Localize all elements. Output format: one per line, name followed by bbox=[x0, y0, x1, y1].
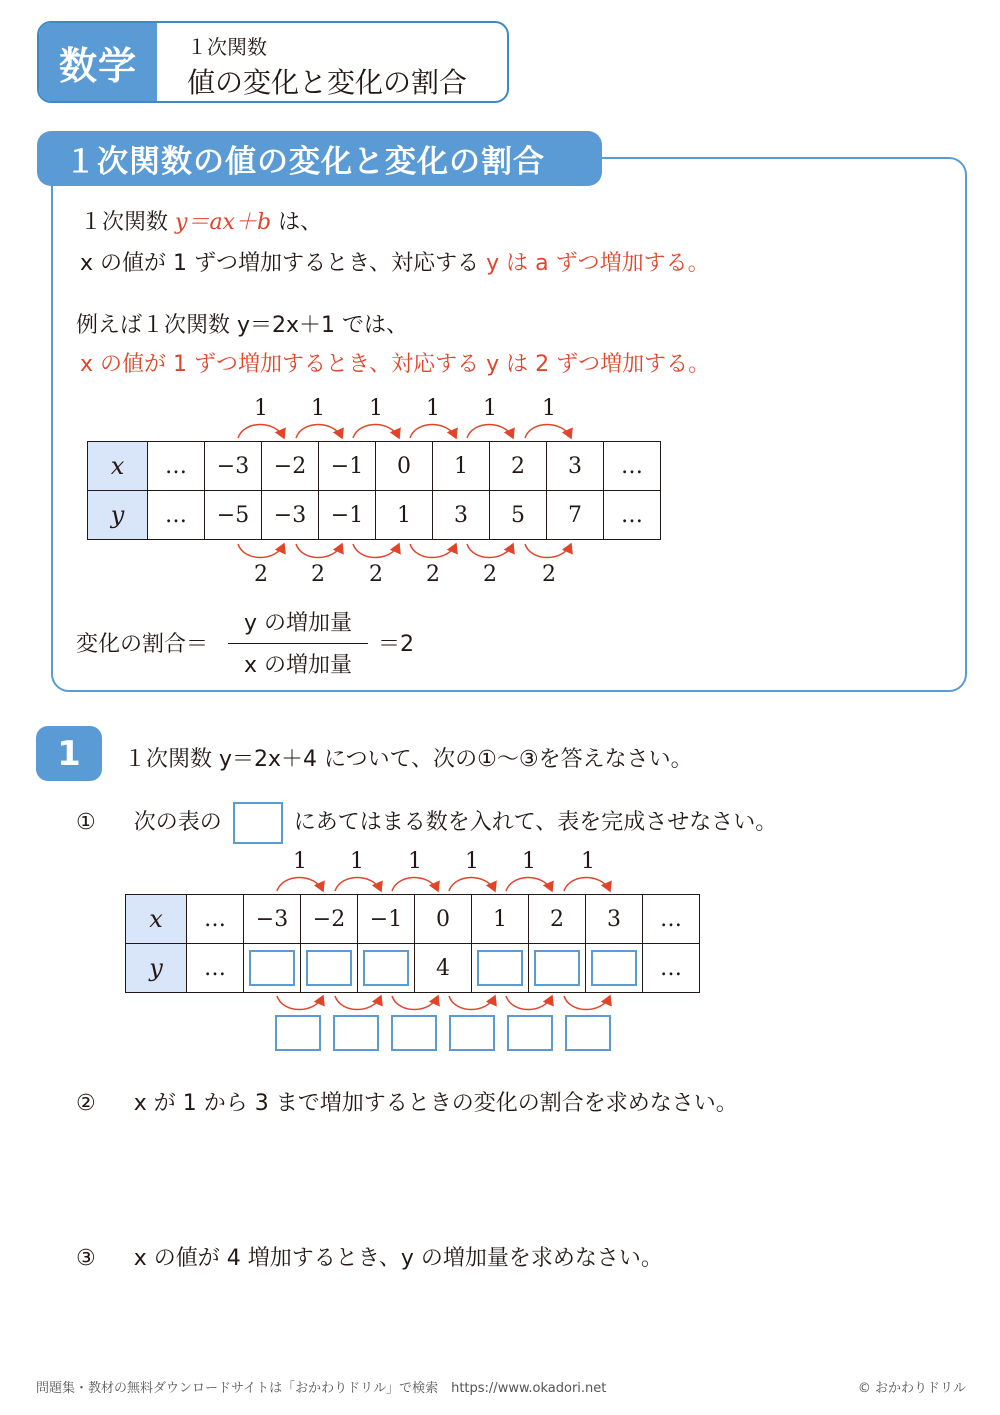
x-cell: 2 bbox=[490, 442, 547, 491]
increment-arrow bbox=[467, 544, 513, 558]
inc-label: 1 bbox=[542, 396, 556, 421]
x-cell: 0 bbox=[415, 895, 472, 944]
x-cell: … bbox=[643, 895, 700, 944]
line1-post: は、 bbox=[278, 210, 323, 235]
x-cell: −2 bbox=[262, 442, 319, 491]
x-cell: 3 bbox=[547, 442, 604, 491]
answer-box[interactable] bbox=[477, 950, 523, 986]
increment-answer-box[interactable] bbox=[275, 1015, 321, 1051]
footer-copyright: © おかわりドリル bbox=[857, 1381, 966, 1396]
inc-label: 1 bbox=[465, 849, 479, 874]
increment-arrow bbox=[564, 996, 610, 1010]
line1-pre: １次関数 bbox=[80, 210, 169, 235]
answer-box[interactable] bbox=[363, 950, 409, 986]
y-cell: … bbox=[187, 944, 244, 993]
unit-label: １次関数 bbox=[187, 35, 267, 59]
fraction-denominator: x の増加量 bbox=[243, 653, 352, 678]
x-cell: … bbox=[148, 442, 205, 491]
inc-label: 1 bbox=[581, 849, 595, 874]
y-cell: 7 bbox=[547, 491, 604, 540]
example-bottom-increments bbox=[0, 562, 1000, 588]
inc-label: 2 bbox=[426, 562, 440, 587]
x-cell: 1 bbox=[472, 895, 529, 944]
increment-answer-box[interactable] bbox=[449, 1015, 495, 1051]
rate-label: 変化の割合＝ bbox=[76, 632, 209, 657]
increment-arrow bbox=[392, 878, 438, 892]
question-3 bbox=[76, 1241, 663, 1272]
explain-line-3: 例えば１次関数 y＝2x＋1 では、 bbox=[76, 313, 409, 338]
increment-answer-box[interactable] bbox=[391, 1015, 437, 1051]
increment-arrow bbox=[525, 544, 571, 558]
q3-text: x の値が 4 増加するとき、y の増加量を求めなさい。 bbox=[133, 1246, 663, 1271]
answer-box[interactable] bbox=[249, 950, 295, 986]
inc-label: 2 bbox=[483, 562, 497, 587]
increment-answer-box[interactable] bbox=[507, 1015, 553, 1051]
y-answer-cell[interactable] bbox=[244, 944, 301, 993]
increment-answer-row bbox=[0, 1015, 1000, 1051]
inc-label: 1 bbox=[369, 396, 383, 421]
x-cell: −3 bbox=[205, 442, 262, 491]
x-header: x bbox=[88, 442, 148, 491]
line2-emphasis: y は a ずつ増加する。 bbox=[486, 251, 710, 276]
inc-label: 1 bbox=[350, 849, 364, 874]
inc-label: 2 bbox=[369, 562, 383, 587]
inc-label: 1 bbox=[293, 849, 307, 874]
increment-arrow bbox=[467, 425, 513, 439]
y-header: y bbox=[126, 944, 187, 993]
increment-arrow bbox=[564, 878, 610, 892]
subject-label: 数学 bbox=[39, 23, 157, 101]
answer-box[interactable] bbox=[534, 950, 580, 986]
increment-arrow bbox=[410, 425, 456, 439]
x-cell: … bbox=[187, 895, 244, 944]
x-cell: −2 bbox=[301, 895, 358, 944]
y-answer-cell[interactable] bbox=[472, 944, 529, 993]
y-cell: −5 bbox=[205, 491, 262, 540]
page-title: 値の変化と変化の割合 bbox=[187, 66, 468, 99]
q2-number: ② bbox=[76, 1091, 96, 1116]
inc-label: 1 bbox=[522, 849, 536, 874]
increment-arrow bbox=[296, 544, 342, 558]
increment-arrow bbox=[449, 996, 495, 1010]
increment-arrow bbox=[353, 544, 399, 558]
rate-value: ＝2 bbox=[378, 632, 414, 657]
inc-label: 1 bbox=[426, 396, 440, 421]
answer-box[interactable] bbox=[591, 950, 637, 986]
x-header: x bbox=[126, 895, 187, 944]
inc-label: 1 bbox=[254, 396, 268, 421]
y-answer-cell[interactable] bbox=[586, 944, 643, 993]
y-cell: 4 bbox=[415, 944, 472, 993]
y-cell: −3 bbox=[262, 491, 319, 540]
q1-number: ① bbox=[76, 810, 96, 835]
footer-site-info: 問題集・教材の無料ダウンロードサイトは「おかわりドリル」で検索 https://www.okadori.net bbox=[36, 1381, 607, 1396]
y-cell: … bbox=[604, 491, 661, 540]
problem-table bbox=[125, 894, 700, 993]
increment-answer-box[interactable] bbox=[333, 1015, 379, 1051]
line2-pre: x の値が 1 ずつ増加するとき、対応する bbox=[80, 251, 480, 276]
answer-box[interactable] bbox=[306, 950, 352, 986]
example-table bbox=[87, 441, 661, 540]
x-cell: 1 bbox=[433, 442, 490, 491]
y-cell: 5 bbox=[490, 491, 547, 540]
increment-arrow bbox=[335, 996, 381, 1010]
increment-arrow bbox=[277, 996, 323, 1010]
header-box bbox=[37, 21, 509, 103]
y-answer-cell[interactable] bbox=[529, 944, 586, 993]
inc-label: 1 bbox=[311, 396, 325, 421]
x-cell: 0 bbox=[376, 442, 433, 491]
formula-general: y＝ax＋b bbox=[175, 210, 272, 235]
q2-text: x が 1 から 3 まで増加するときの変化の割合を求めなさい。 bbox=[133, 1091, 738, 1116]
y-cell: 1 bbox=[376, 491, 433, 540]
increment-arrow bbox=[238, 544, 284, 558]
x-cell: −3 bbox=[244, 895, 301, 944]
y-cell: 3 bbox=[433, 491, 490, 540]
inc-label: 2 bbox=[542, 562, 556, 587]
explain-line-1 bbox=[80, 205, 322, 236]
sample-blank-box bbox=[233, 802, 283, 844]
inc-label: 1 bbox=[483, 396, 497, 421]
y-answer-cell[interactable] bbox=[358, 944, 415, 993]
problem-number: 1 bbox=[36, 726, 102, 781]
y-cell: −1 bbox=[319, 491, 376, 540]
inc-label: 2 bbox=[254, 562, 268, 587]
explain-line-2 bbox=[80, 246, 710, 277]
y-cell: … bbox=[643, 944, 700, 993]
inc-label: 1 bbox=[408, 849, 422, 874]
increment-arrow bbox=[277, 878, 323, 892]
y-header: y bbox=[88, 491, 148, 540]
rate-fraction bbox=[228, 606, 368, 679]
x-cell: 3 bbox=[586, 895, 643, 944]
y-cell: … bbox=[148, 491, 205, 540]
increment-arrow bbox=[506, 996, 552, 1010]
increment-arrow bbox=[238, 425, 284, 439]
problem-statement: １次関数 y＝2x＋4 について、次の①〜③を答えなさい。 bbox=[124, 747, 693, 772]
inc-label: 2 bbox=[311, 562, 325, 587]
increment-arrow bbox=[392, 996, 438, 1010]
question-2 bbox=[76, 1086, 738, 1117]
explanation-title: １次関数の値の変化と変化の割合 bbox=[37, 131, 602, 186]
x-cell: … bbox=[604, 442, 661, 491]
question-1 bbox=[76, 802, 777, 844]
increment-arrow bbox=[449, 878, 495, 892]
increment-arrow bbox=[525, 425, 571, 439]
increment-arrow bbox=[296, 425, 342, 439]
increment-arrow bbox=[353, 425, 399, 439]
x-cell: −1 bbox=[319, 442, 376, 491]
increment-arrow bbox=[506, 878, 552, 892]
x-cell: −1 bbox=[358, 895, 415, 944]
q3-number: ③ bbox=[76, 1246, 96, 1271]
fraction-numerator: y の増加量 bbox=[228, 606, 368, 644]
increment-arrow bbox=[335, 878, 381, 892]
increment-answer-box[interactable] bbox=[565, 1015, 611, 1051]
increment-arrow bbox=[410, 544, 456, 558]
q1-post: にあてはまる数を入れて、表を完成させなさい。 bbox=[293, 810, 778, 835]
x-cell: 2 bbox=[529, 895, 586, 944]
explain-line-4: x の値が 1 ずつ増加するとき、対応する y は 2 ずつ増加する。 bbox=[80, 352, 711, 377]
y-answer-cell[interactable] bbox=[301, 944, 358, 993]
q1-pre: 次の表の bbox=[133, 810, 222, 835]
